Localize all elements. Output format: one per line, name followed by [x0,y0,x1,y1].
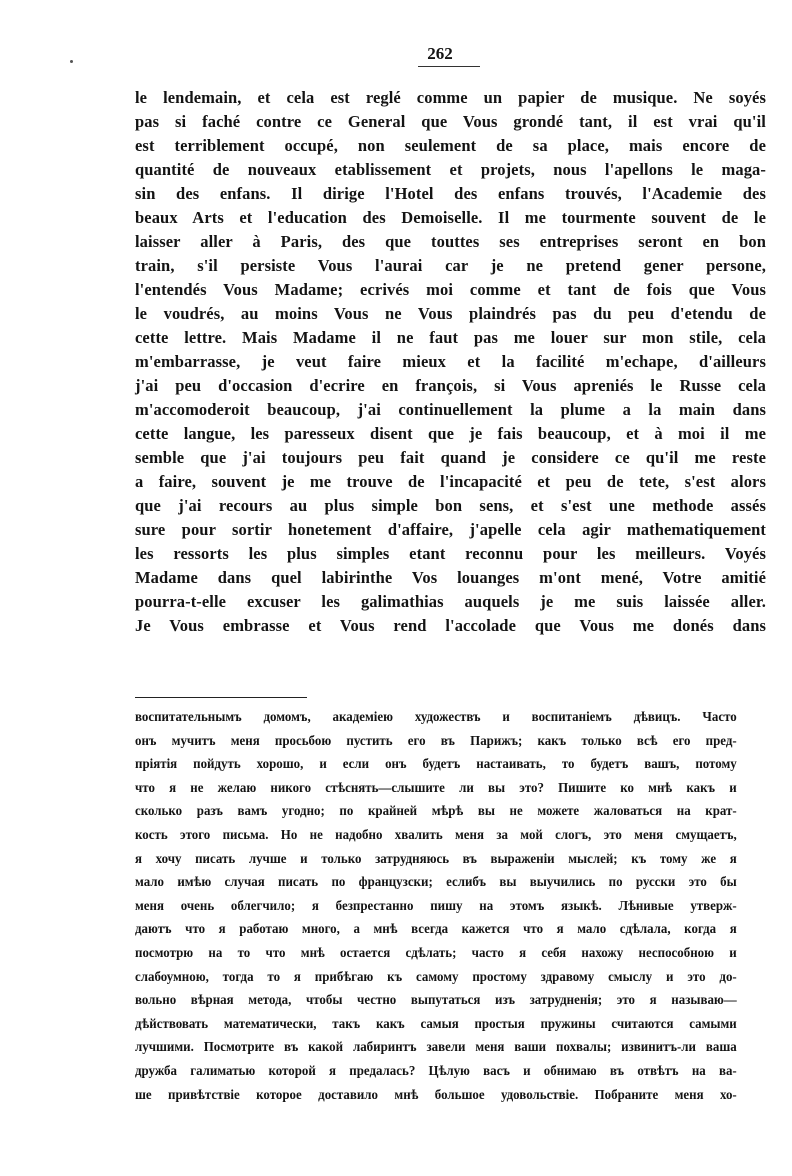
footnote-line: мало имѣю случая писать по французски; еслибъ вы выучились по русски это бы [135,874,737,890]
footnote-separator [135,697,307,698]
main-text [135,88,766,640]
footnote-line: слабоумною, тогда то я прибѣгаю къ самому простому здравому смыслу и это до- [135,968,737,984]
text-line: semble que j'ai toujours peu fait quand je considere ce qu'il me reste [135,448,766,467]
text-line: pas si faché contre ce General que Vous grondé tant, il est vrai qu'il [135,112,766,131]
text-line: pourra-t-elle excuser les galimathias auquels je me suis laissée aller. [135,592,766,611]
text-line: cette lettre. Mais Madame il ne faut pas me louer sur mon stile, cela [135,328,766,347]
footnote-line: кость этого письма. Но не надобно хвалить меня за мой слогъ, это меня смущаетъ, [135,826,737,842]
footnote-line: посмотрю на то что мнѣ остается сдѣлать; часто я себя нахожу неспособною и [135,944,737,960]
text-line: les ressorts les plus simples etant reconnu pour les meilleurs. Voyés [135,544,766,563]
text-line: a faire, souvent je me trouve de l'incapacité et peu de tete, s'est alors [135,472,766,491]
text-line: beaux Arts et l'education des Demoiselle. Il me tourmente souvent de le [135,208,766,227]
footnote-line: даютъ что я работаю много, а мнѣ всегда кажется что я мало сдѣлала, когда я [135,921,737,937]
text-line: le voudrés, au moins Vous ne Vous plaindrés pas du peu d'etendu de [135,304,766,323]
footnote-line: дружба галиматью которой я предалась? Цѣлую васъ и обнимаю въ отвѣтъ на ва- [135,1062,737,1078]
text-line: m'embarrasse, je veut faire mieux et la facilité m'echape, d'ailleurs [135,352,766,371]
text-line: le lendemain, et cela est reglé comme un papier de musique. Ne soyés [135,88,766,107]
footnote-line: лучшими. Посмотрите въ какой лабиринтъ завели меня ваши похвалы; извинитъ-ли ваша [135,1039,737,1055]
text-line: quantité de nouveaux etablissement et projets, nous l'apellons le maga- [135,160,766,179]
page-number: 262 [427,44,453,63]
text-line: Madame dans quel labirinthe Vos louanges m'ont mené, Votre amitié [135,568,766,587]
footnote-line: пріятія пойдуть хорошо, и если онъ будетъ настаивать, то будетъ вашъ, потому [135,756,737,772]
footnote-line: дѣйствовать математически, такъ какъ самыя простыя пружины считаются самыми [135,1015,737,1031]
footnote-line: что я не желаю никого стѣснять—слышите ли вы это? Пишите ко мнѣ какъ и [135,779,737,795]
footnote-line: я хочу писать лучше и только затрудняюсь въ выраженіи мыслей; къ тому же я [135,850,737,866]
footnote-line: меня очень облегчило; я безпрестанно пишу на этомъ языкѣ. Лѣнивые утверж- [135,897,737,913]
text-line: Je Vous embrasse et Vous rend l'accolade que Vous me donés dans [135,616,766,635]
text-line: cette langue, les paresseux disent que je fais beaucoup, et à moi il me [135,424,766,443]
footnote-text [135,709,749,1110]
page-number-rule [418,66,480,67]
text-line: est terriblement occupé, non seulement de sa place, mais encore de [135,136,766,155]
text-line: sure pour sortir honetement d'affaire, j'apelle cela agir mathematiquement [135,520,766,539]
text-line: train, s'il persiste Vous l'aurai car je ne pretend gener persone, [135,256,766,275]
text-line: m'accomoderoit beaucoup, j'ai continuellement la plume a la main dans [135,400,766,419]
text-line: j'ai peu d'occasion d'ecrire en françois, si Vous apreniés le Russe cela [135,376,766,395]
text-line: sin des enfans. Il dirige l'Hotel des enfans trouvés, l'Academie des [135,184,766,203]
text-line: que j'ai recours au plus simple bon sens, et s'est une methode assés [135,496,766,515]
scan-speck [70,60,73,63]
footnote-line: воспитательнымъ домомъ, академіею художествъ и воспитаніемъ дѣвицъ. Часто [135,709,737,724]
footnote-line: вольно вѣрная метода, чтобы честно выпутаться изъ затрудненія; это я называю— [135,992,737,1008]
text-line: laisser aller à Paris, des que touttes ses entreprises seront en bon [135,232,766,251]
footnote-line: сколько разъ вамъ угодно; по крайней мѣрѣ вы не можете жаловаться на крат- [135,803,737,819]
text-line: l'entendés Vous Madame; ecrivés moi comme et tant de fois que Vous [135,280,766,299]
footnote-line: ше привѣтствіе которое доставило мнѣ большое удовольствіе. Побраните меня хо- [135,1086,737,1102]
footnote-line: онъ мучитъ меня просьбою пустить его въ Парижъ; какъ только всѣ его пред- [135,732,737,748]
